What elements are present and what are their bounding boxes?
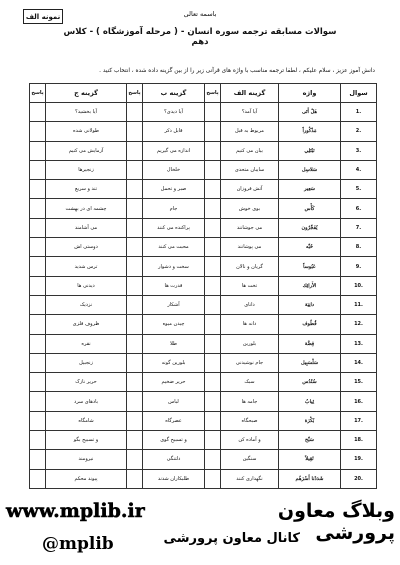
answer-b-box[interactable] xyxy=(127,141,143,160)
option-c: ظروف فلزی xyxy=(46,315,127,334)
option-a: صبحگاه xyxy=(221,411,279,430)
answer-b-box[interactable] xyxy=(127,334,143,353)
option-b: عصرگاه xyxy=(143,411,205,430)
answer-c-box[interactable] xyxy=(30,431,46,450)
answer-c-box[interactable] xyxy=(30,218,46,237)
col-header-answer-b: پاسخ xyxy=(127,84,143,103)
option-a: جام نوشیدنی xyxy=(221,353,279,372)
quran-word: مَذْكُوراً xyxy=(279,122,341,141)
option-b: قدرت ها xyxy=(143,276,205,295)
answer-b-box[interactable] xyxy=(127,373,143,392)
answer-a-box[interactable] xyxy=(205,103,221,122)
col-header-answer-c: پاسخ xyxy=(30,84,46,103)
table-row xyxy=(30,122,377,141)
question-number: .14 xyxy=(341,353,377,372)
quran-word: ثَقِيلاً xyxy=(279,450,341,469)
table-row xyxy=(30,334,377,353)
question-number: .16 xyxy=(341,392,377,411)
question-number: .19 xyxy=(341,450,377,469)
option-c: شامگاه xyxy=(46,411,127,430)
answer-c-box[interactable] xyxy=(30,141,46,160)
option-b: طلبکاران شدند xyxy=(143,469,205,488)
table-row xyxy=(30,450,377,469)
answer-b-box[interactable] xyxy=(127,392,143,411)
answer-b-box[interactable] xyxy=(127,180,143,199)
option-a: بوی خوش xyxy=(221,199,279,218)
option-b: آیا دیدی؟ xyxy=(143,103,205,122)
option-a: دانای xyxy=(221,295,279,314)
table-row xyxy=(30,160,377,179)
quran-word: سَبِّح xyxy=(279,431,341,450)
question-number: .4 xyxy=(341,160,377,179)
question-number: .9 xyxy=(341,257,377,276)
col-header-answer-a: پاسخ xyxy=(205,84,221,103)
option-c: دوستی اش xyxy=(46,238,127,257)
answer-c-box[interactable] xyxy=(30,373,46,392)
table-row xyxy=(30,469,377,488)
option-a: بلورین xyxy=(221,334,279,353)
answer-a-box[interactable] xyxy=(205,469,221,488)
table-row xyxy=(30,218,377,237)
option-b: اندازه می گیریم xyxy=(143,141,205,160)
table-row xyxy=(30,353,377,372)
answer-c-box[interactable] xyxy=(30,392,46,411)
answer-c-box[interactable] xyxy=(30,411,46,430)
answer-b-box[interactable] xyxy=(127,469,143,488)
option-b: پراکنده می کنند xyxy=(143,218,205,237)
answer-c-box[interactable] xyxy=(30,315,46,334)
answer-a-box[interactable] xyxy=(205,373,221,392)
option-b: سخت و دشوار xyxy=(143,257,205,276)
table-row xyxy=(30,411,377,430)
option-a: مربوط به قبل xyxy=(221,122,279,141)
answer-b-box[interactable] xyxy=(127,103,143,122)
table-row xyxy=(30,392,377,411)
option-c: پیوند محکم xyxy=(46,469,127,488)
option-c: چشمه ای در بهشت xyxy=(46,199,127,218)
quran-word: فِضَّة xyxy=(279,334,341,353)
option-a: و آماده کن xyxy=(221,431,279,450)
answer-b-box[interactable] xyxy=(127,450,143,469)
option-a: می جوشانند xyxy=(221,218,279,237)
option-b: طلا xyxy=(143,334,205,353)
table-row xyxy=(30,295,377,314)
table-row xyxy=(30,238,377,257)
option-c: زنجیرها xyxy=(46,160,127,179)
option-b: دلتنگی xyxy=(143,450,205,469)
quran-word: قُطُوف xyxy=(279,315,341,334)
option-a: آیا آمد؟ xyxy=(221,103,279,122)
answer-b-box[interactable] xyxy=(127,199,143,218)
option-c: ترس شدید xyxy=(46,257,127,276)
basmala-line: باسمه تعالی xyxy=(183,10,217,18)
answer-c-box[interactable] xyxy=(30,103,46,122)
option-c: نزدیک xyxy=(46,295,127,314)
table-row xyxy=(30,257,377,276)
answer-a-box[interactable] xyxy=(205,353,221,372)
option-c: آزمایش می کنیم xyxy=(46,141,127,160)
answer-c-box[interactable] xyxy=(30,450,46,469)
answer-c-box[interactable] xyxy=(30,276,46,295)
question-number: .12 xyxy=(341,315,377,334)
site-url: www.mplib.ir xyxy=(6,500,145,522)
quran-word: كَأْس xyxy=(279,199,341,218)
option-c: طولانی شده xyxy=(46,122,127,141)
quran-word: ثِيابٌ xyxy=(279,392,341,411)
option-a: می پوشانند xyxy=(221,238,279,257)
option-b: حریر ضخیم xyxy=(143,373,205,392)
answer-a-box[interactable] xyxy=(205,450,221,469)
answer-a-box[interactable] xyxy=(205,431,221,450)
answer-b-box[interactable] xyxy=(127,295,143,314)
answer-c-box[interactable] xyxy=(30,238,46,257)
instructions-text: دانش آموز عزیز ، سلام علیکم ، لطفا ترجمه مناسب با واژه های قرآنی زیر را از بین گزینه داده شده ، انتخاب کنید . xyxy=(99,68,375,74)
option-b: بلورین گونه xyxy=(143,353,205,372)
quran-word: سُنْدُس xyxy=(279,373,341,392)
answer-b-box[interactable] xyxy=(127,218,143,237)
option-a: آتش فروزان xyxy=(221,180,279,199)
quran-word: سَلْسَبِيل xyxy=(279,353,341,372)
option-b: آشکار xyxy=(143,295,205,314)
answer-a-box[interactable] xyxy=(205,315,221,334)
option-b: لباس xyxy=(143,392,205,411)
table-row xyxy=(30,180,377,199)
question-number: .20 xyxy=(341,469,377,488)
option-c: آیا بخشید؟ xyxy=(46,103,127,122)
answer-b-box[interactable] xyxy=(127,411,143,430)
option-a: سبک xyxy=(221,373,279,392)
answer-c-box[interactable] xyxy=(30,199,46,218)
answer-a-box[interactable] xyxy=(205,180,221,199)
col-header-question: سوال xyxy=(341,84,377,103)
answer-b-box[interactable] xyxy=(127,238,143,257)
answer-b-box[interactable] xyxy=(127,160,143,179)
option-b: جام xyxy=(143,199,205,218)
answer-b-box[interactable] xyxy=(127,353,143,372)
answer-a-box[interactable] xyxy=(205,238,221,257)
answer-b-box[interactable] xyxy=(127,257,143,276)
answer-b-box[interactable] xyxy=(127,276,143,295)
answer-a-box[interactable] xyxy=(205,334,221,353)
answer-a-box[interactable] xyxy=(205,160,221,179)
quran-word: الأَرائِك xyxy=(279,276,341,295)
table-row xyxy=(30,315,377,334)
option-a: جامه ها xyxy=(221,392,279,411)
option-b: قابل ذکر xyxy=(143,122,205,141)
answer-a-box[interactable] xyxy=(205,218,221,237)
question-number: .17 xyxy=(341,411,377,430)
question-number: .11 xyxy=(341,295,377,314)
quran-word: نَبْتَلِي xyxy=(279,141,341,160)
answer-b-box[interactable] xyxy=(127,122,143,141)
option-b: محبت می کنند xyxy=(143,238,205,257)
col-header-option-a: گزینه الف xyxy=(221,84,279,103)
answer-c-box[interactable] xyxy=(30,160,46,179)
answer-a-box[interactable] xyxy=(205,141,221,160)
quran-word: دانِيَة xyxy=(279,295,341,314)
table-row xyxy=(30,431,377,450)
question-number: .15 xyxy=(341,373,377,392)
answer-b-box[interactable] xyxy=(127,431,143,450)
answer-a-box[interactable] xyxy=(205,295,221,314)
col-header-word: واژه xyxy=(279,84,341,103)
option-b: و تسبیح گوی xyxy=(143,431,205,450)
answer-a-box[interactable] xyxy=(205,276,221,295)
answer-a-box[interactable] xyxy=(205,411,221,430)
question-number: .7 xyxy=(341,218,377,237)
option-c: بادهای سرد xyxy=(46,392,127,411)
option-c: تند و سریع xyxy=(46,180,127,199)
question-number: .1 xyxy=(341,103,377,122)
blog-title: وبلاگ معاون پرورشی xyxy=(277,500,395,544)
question-number: .18 xyxy=(341,431,377,450)
answer-c-box[interactable] xyxy=(30,295,46,314)
question-number: .13 xyxy=(341,334,377,353)
col-header-option-b: گزینه ب xyxy=(143,84,205,103)
option-c: دیدنی ها xyxy=(46,276,127,295)
quran-word: شَدَدْنا أَسْرَهُم xyxy=(279,469,341,488)
table-row xyxy=(30,199,377,218)
option-b: چیدن میوه xyxy=(143,315,205,334)
option-c: می آشامند xyxy=(46,218,127,237)
option-a: گریان و نالان xyxy=(221,257,279,276)
table-row xyxy=(30,276,377,295)
quran-word: عَبُوساً xyxy=(279,257,341,276)
option-c: نیرومند xyxy=(46,450,127,469)
page-title: سوالات مسابقه ترجمه سوره انسان - ( مرحله آموزشگاه ) - کلاس دهم xyxy=(63,27,337,47)
question-number: .3 xyxy=(341,141,377,160)
option-b: صبر و تحمل xyxy=(143,180,205,199)
answer-a-box[interactable] xyxy=(205,199,221,218)
question-number: .10 xyxy=(341,276,377,295)
col-header-option-c: گزینه ج xyxy=(46,84,127,103)
question-number: .6 xyxy=(341,199,377,218)
answer-b-box[interactable] xyxy=(127,315,143,334)
option-b: خلخال xyxy=(143,160,205,179)
option-a: دانه ها xyxy=(221,315,279,334)
sample-badge: نمونه الف xyxy=(23,9,63,24)
quran-word: سَلاسِل xyxy=(279,160,341,179)
table-row xyxy=(30,373,377,392)
option-a: بیان می کنیم xyxy=(221,141,279,160)
answer-c-box[interactable] xyxy=(30,257,46,276)
table-row xyxy=(30,103,377,122)
question-number: .5 xyxy=(341,180,377,199)
quran-word: سَعِير xyxy=(279,180,341,199)
quran-word: يُفَجِّرُون xyxy=(279,218,341,237)
option-c: زنجبیل xyxy=(46,353,127,372)
option-a: تخت ها xyxy=(221,276,279,295)
answer-c-box[interactable] xyxy=(30,469,46,488)
channel-title: کانال معاون پرورشی xyxy=(163,531,300,546)
answer-a-box[interactable] xyxy=(205,122,221,141)
question-number: .2 xyxy=(341,122,377,141)
question-table xyxy=(29,83,377,489)
option-c: نقره xyxy=(46,334,127,353)
answer-a-box[interactable] xyxy=(205,392,221,411)
option-c: و تسبیح بگو xyxy=(46,431,127,450)
option-a: نگهداری کنند xyxy=(221,469,279,488)
answer-a-box[interactable] xyxy=(205,257,221,276)
option-a: سنگین xyxy=(221,450,279,469)
quran-word: هَلْ أَتَى xyxy=(279,103,341,122)
answer-c-box[interactable] xyxy=(30,122,46,141)
quran-word: حُبِّه xyxy=(279,238,341,257)
table-row xyxy=(30,141,377,160)
channel-handle: @mplib xyxy=(42,534,114,554)
answer-c-box[interactable] xyxy=(30,334,46,353)
answer-c-box[interactable] xyxy=(30,353,46,372)
quran-word: بُكْرَة xyxy=(279,411,341,430)
table-header-row xyxy=(30,84,377,103)
answer-c-box[interactable] xyxy=(30,180,46,199)
option-a: سایبان متحدی xyxy=(221,160,279,179)
option-c: حریر نازک xyxy=(46,373,127,392)
question-number: .8 xyxy=(341,238,377,257)
